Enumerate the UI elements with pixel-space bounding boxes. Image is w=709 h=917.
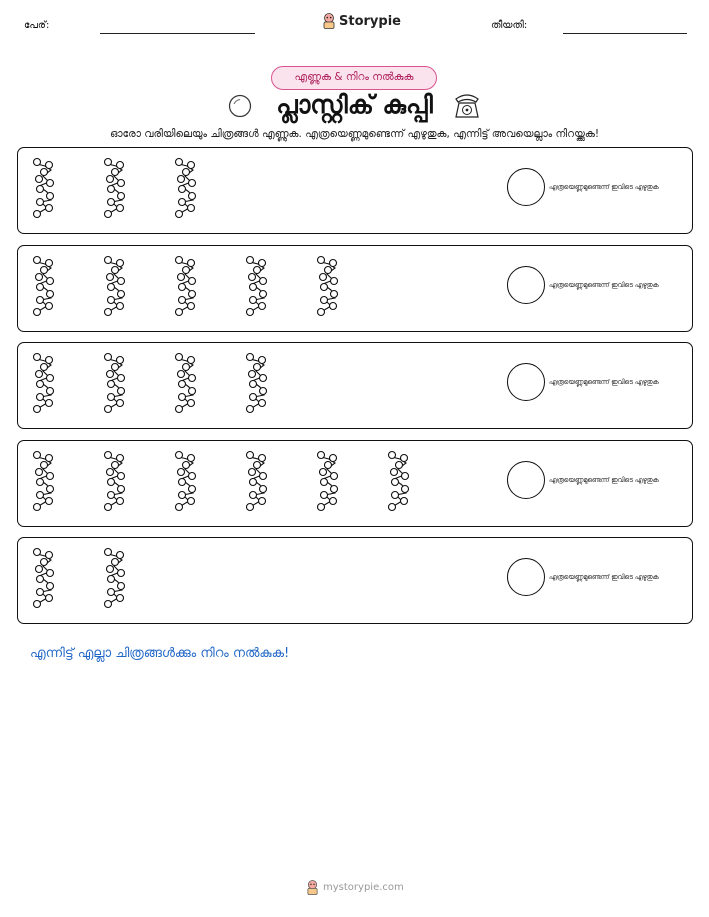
molecule-chain-icon[interactable] (244, 449, 270, 513)
counting-row (17, 245, 693, 332)
molecule-chain-icon[interactable] (102, 546, 128, 610)
brand-name: Storypie (339, 13, 401, 29)
answer-circle[interactable] (507, 461, 545, 499)
molecule-chain-icon[interactable] (386, 449, 412, 513)
molecule-chain-icon[interactable] (244, 254, 270, 318)
molecule-chain-icon[interactable] (315, 254, 341, 318)
site-url: mystorypie.com (323, 882, 404, 893)
name-label: പേര്: (24, 20, 50, 31)
telephone-icon (451, 90, 483, 120)
site-footer (306, 880, 404, 895)
worksheet-header (0, 0, 709, 50)
storypie-logo-icon (306, 880, 319, 895)
page-title: പ്ലാസ്റ്റിക് കുപ്പി (276, 90, 433, 119)
counting-row (17, 147, 693, 234)
molecule-chain-icon[interactable] (173, 156, 199, 220)
molecule-chain-icon[interactable] (102, 254, 128, 318)
molecule-chain-icon[interactable] (173, 351, 199, 415)
instructions: ഓരോ വരിയിലെയും ചിത്രങ്ങൾ എണ്ണുക. എത്രയെണ്ണമുണ്ടെന്ന് എഴുതുക, എന്നിട്ട് അവയെല്ലാം നിറയ്ക്കുക! (109, 128, 600, 140)
answer-hint: എത്രയെണ്ണമുണ്ടെന്ന് ഇവിടെ എഴുതുക (549, 475, 659, 484)
molecule-chain-icon[interactable] (102, 351, 128, 415)
brand (322, 13, 401, 29)
answer-hint: എത്രയെണ്ണമുണ്ടെന്ന് ഇവിടെ എഴുതുക (549, 280, 659, 289)
footer-note: എന്നിട്ട് എല്ലാ ചിത്രങ്ങൾക്കും നിറം നൽകുക! (30, 646, 290, 661)
answer-circle[interactable] (507, 558, 545, 596)
activity-badge: എണ്ണുക & നിറം നൽകുക (271, 66, 437, 90)
molecule-chain-icon[interactable] (173, 449, 199, 513)
counting-row (17, 342, 693, 429)
storypie-logo-icon (322, 13, 336, 29)
counting-rows (17, 147, 693, 635)
answer-circle[interactable] (507, 168, 545, 206)
counting-row (17, 537, 693, 624)
molecule-chain-icon[interactable] (315, 449, 341, 513)
molecule-chain-icon[interactable] (31, 546, 57, 610)
molecule-chain-icon[interactable] (102, 449, 128, 513)
answer-hint: എത്രയെണ്ണമുണ്ടെന്ന് ഇവിടെ എഴുതുക (549, 573, 659, 581)
answer-circle[interactable] (507, 363, 545, 401)
molecule-chain-icon[interactable] (244, 351, 270, 415)
answer-circle[interactable] (507, 266, 545, 304)
molecule-chain-icon[interactable] (173, 254, 199, 318)
counting-row (17, 440, 693, 527)
name-write-line[interactable] (100, 33, 255, 34)
molecule-chain-icon[interactable] (31, 351, 57, 415)
molecule-chain-icon[interactable] (31, 254, 57, 318)
molecule-chain-icon[interactable] (102, 156, 128, 220)
molecule-chain-icon[interactable] (31, 156, 57, 220)
date-write-line[interactable] (563, 33, 687, 34)
molecule-chain-icon[interactable] (31, 449, 57, 513)
date-label: തീയതി: (491, 20, 528, 31)
answer-hint: എത്രയെണ്ണമുണ്ടെന്ന് ഇവിടെ എഴുതുക (549, 378, 659, 386)
answer-hint: എത്രയെണ്ണമുണ്ടെന്ന് ഇവിടെ എഴുതുക (549, 183, 659, 191)
